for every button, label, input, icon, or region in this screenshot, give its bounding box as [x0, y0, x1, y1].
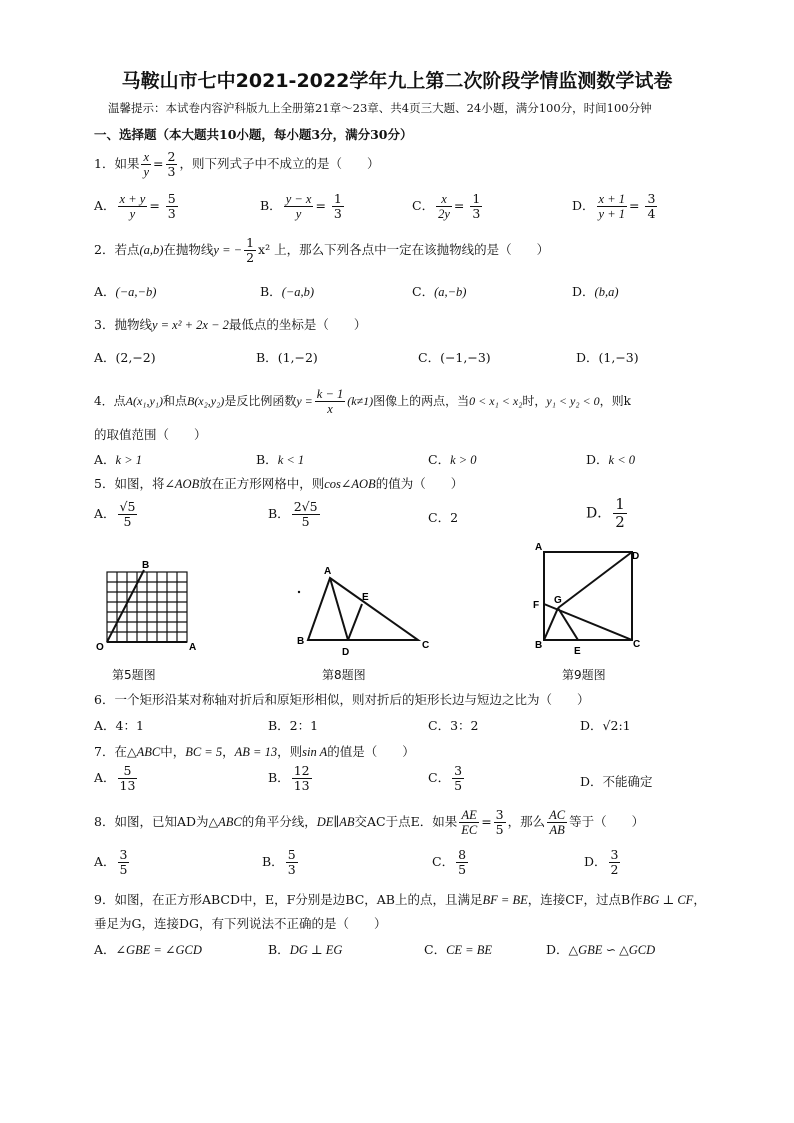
q8-option-b[interactable]: B． $\frac{5}{3}$: [262, 847, 296, 877]
q3-option-a[interactable]: A．(2,−2): [94, 350, 156, 365]
figure-8-caption: 第8题图: [322, 668, 366, 682]
label-A: A: [324, 566, 332, 577]
section-heading-choice: 一、选择题（本大题共10小题，每小题3分，满分30分）: [94, 127, 413, 142]
question-4-line2: 的取值范围（ ）: [94, 427, 207, 442]
segment-OB: [107, 570, 144, 642]
q5-option-c[interactable]: C．2: [428, 510, 459, 525]
question-7: 7．在△ABC中，BC = 5，AB = 13，则sin A的值是（ ）: [94, 744, 415, 759]
q5-option-b[interactable]: B． $\frac{2√5}{5}$: [268, 499, 318, 529]
figure-8-triangle: [292, 562, 442, 658]
question-2: 2．若点(a,b)在抛物线y = − $\frac{1}{2}$ x² 上，那么下列各点中一定在该抛物线的是（ ）: [94, 235, 550, 265]
q4-option-d[interactable]: D．k < 0: [586, 452, 636, 467]
q9-option-c[interactable]: C．CE = BE: [424, 942, 493, 957]
question-1: 1．如果 $\frac{x}{y}$ = $\frac{2}{3}$ ，则下列式子中不成立的是（ ）: [94, 149, 380, 179]
q4-option-c[interactable]: C．k > 0: [428, 452, 477, 467]
q6-option-d[interactable]: D．√2:1: [580, 718, 631, 733]
question-5: 5．如图，将∠AOB放在正方形网格中，则cos∠AOB的值为（ ）: [94, 476, 464, 491]
q2-option-a[interactable]: A．(−a,−b): [94, 284, 157, 299]
label-C: C: [633, 639, 641, 650]
question-4: 4．点A(x₁,y₁)和点B(x₂,y₂)是反比例函数y = $\frac{k - 1}{x}$ (k≠1)图像上的两点，当0 < x₁ < x₂时，y₁ < y₂ < 0，则k: [94, 387, 631, 416]
q6-option-b[interactable]: B．2：1: [268, 718, 319, 733]
q6-option-c[interactable]: C．3：2: [428, 718, 479, 733]
label-O: O: [96, 642, 104, 652]
q9-option-a[interactable]: A．∠GBE = ∠GCD: [94, 942, 202, 957]
question-8: 8．如图，已知AD为△ABC的角平分线，DE∥AB交AC于点E．如果 $\frac{AE}{EC}$ = $\frac{3}{5}$ ，那么 $\frac{AC}{AB}$ 等于（ ）: [94, 807, 645, 837]
q1-option-b[interactable]: B． $\frac{y - x}{y}$ = $\frac{1}{3}$: [260, 191, 342, 221]
label-D: D: [632, 551, 640, 562]
question-9-line2: 垂足为G，连接DG，有下列说法不正确的是（ ）: [94, 916, 387, 931]
q8-option-d[interactable]: D． $\frac{3}{2}$: [584, 847, 619, 877]
q2-option-c[interactable]: C．(a,−b): [412, 284, 467, 299]
q1-option-d[interactable]: D． $\frac{x + 1}{y + 1}$ = $\frac{3}{4}$: [572, 191, 656, 221]
q7-option-d[interactable]: D．不能确定: [580, 774, 653, 789]
label-A: A: [189, 642, 197, 652]
label-B: B: [297, 636, 305, 647]
q5-option-d[interactable]: D． $\frac{1}{2}$: [586, 495, 625, 531]
q7-option-a[interactable]: A． $\frac{5}{13}$: [94, 763, 136, 793]
q2-point: (a,b): [139, 243, 164, 257]
q2-option-d[interactable]: D．(b,a): [572, 284, 619, 299]
q9-option-b[interactable]: B．DG ⊥ EG: [268, 942, 343, 957]
exam-title: 马鞍山市七中2021-2022学年九上第二次阶段学情监测数学试卷: [121, 70, 673, 92]
q3-option-c[interactable]: C．(−1,−3): [418, 350, 491, 365]
q1-option-a[interactable]: A． $\frac{x + y}{y}$ = $\frac{5}{3}$: [94, 191, 176, 221]
exam-hint: 温馨提示：本试卷内容沪科版九上全册第21章～23章、共4页三大题、24小题，满分100分，时间100分钟: [108, 101, 652, 115]
figure-5-caption: 第5题图: [112, 668, 156, 682]
label-E: E: [362, 592, 369, 603]
q1-prefix: 1．如果: [94, 156, 140, 171]
label-G: G: [554, 595, 562, 606]
q6-option-a[interactable]: A．4：1: [94, 718, 144, 733]
label-E: E: [574, 646, 581, 657]
q7-option-c[interactable]: C． $\frac{3}{5}$: [428, 763, 463, 793]
q4-option-b[interactable]: B．k < 1: [256, 452, 305, 467]
label-B: B: [535, 640, 543, 651]
label-D: D: [342, 647, 350, 658]
label-A: A: [535, 542, 543, 553]
q1-fraction-xy: $\frac{x}{y}$: [143, 150, 150, 179]
label-B: B: [142, 560, 150, 571]
figure-9-caption: 第9题图: [562, 668, 606, 682]
q4-option-a[interactable]: A．k > 1: [94, 452, 143, 467]
q2-option-b[interactable]: B．(−a,b): [260, 284, 315, 299]
question-6: 6．一个矩形沿某对称轴对折后和原矩形相似，则对折后的矩形长边与短边之比为（ ）: [94, 692, 590, 707]
q1-fraction-value: $\frac{2}{3}$: [167, 149, 176, 179]
q9-option-d[interactable]: D．△GBE ∽ △GCD: [546, 942, 656, 957]
q1-option-c[interactable]: C． $\frac{x}{2y}$ = $\frac{1}{3}$: [412, 191, 481, 221]
label-C: C: [422, 640, 430, 651]
figure-9-square: [530, 540, 648, 660]
question-3: 3．抛物线y = x² + 2x − 2最低点的坐标是（ ）: [94, 317, 367, 332]
q8-option-c[interactable]: C． $\frac{8}{5}$: [432, 847, 467, 877]
question-9: 9．如图，在正方形ABCD中，E，F分别是边BC，AB上的点，且满足BF = BE，连接CF，过点B作BG ⊥ CF，: [94, 892, 706, 907]
figure-5-grid: [96, 560, 202, 652]
q1-suffix: ，则下列式子中不成立的是（ ）: [179, 156, 380, 171]
q8-option-a[interactable]: A． $\frac{3}{5}$: [94, 847, 128, 877]
q3-option-d[interactable]: D．(1,−3): [576, 350, 639, 365]
label-F: F: [533, 600, 540, 611]
q5-option-a[interactable]: A． $\frac{√5}{5}$: [94, 499, 136, 529]
q3-option-b[interactable]: B．(1,−2): [256, 350, 318, 365]
q7-option-b[interactable]: B． $\frac{12}{13}$: [268, 763, 310, 793]
